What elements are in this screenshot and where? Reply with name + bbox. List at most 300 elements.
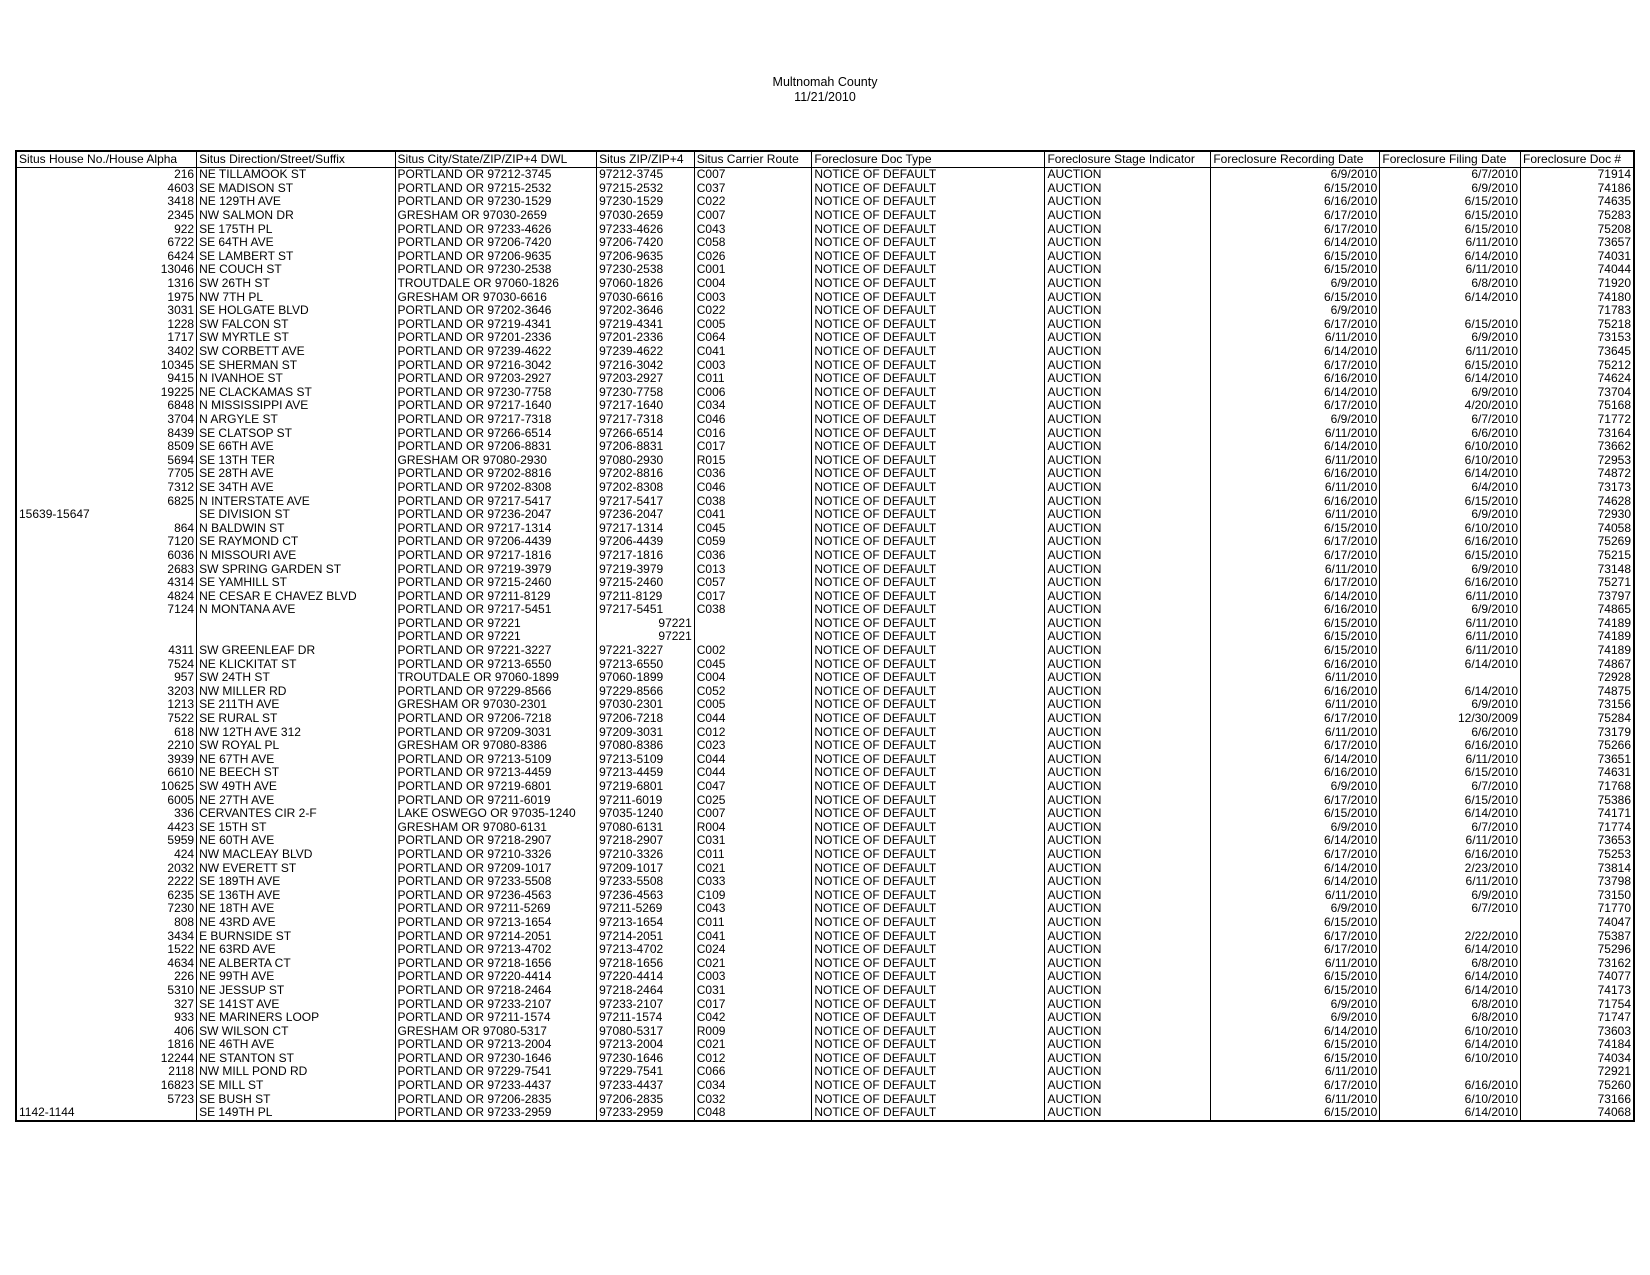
cell-recording-date: 6/14/2010 (1211, 753, 1380, 767)
cell-house-no: 4314 (16, 576, 197, 590)
cell-doc-number: 73662 (1521, 440, 1634, 454)
cell-carrier-route: C007 (694, 168, 812, 182)
cell-street: N MONTANA AVE (197, 603, 395, 617)
cell-recording-date: 6/15/2010 (1211, 1052, 1380, 1066)
cell-zip: 97221 (597, 617, 695, 631)
cell-zip: 97210-3326 (597, 848, 695, 862)
cell-stage: AUCTION (1045, 603, 1211, 617)
table-row (16, 807, 1634, 821)
cell-recording-date: 6/17/2010 (1211, 712, 1380, 726)
cell-doc-number: 71920 (1521, 277, 1634, 291)
cell-carrier-route (694, 630, 812, 644)
cell-house-no: 327 (16, 997, 197, 1011)
cell-house-no: 3418 (16, 195, 197, 209)
cell-filing-date (1380, 916, 1521, 930)
cell-doc-number: 73150 (1521, 888, 1634, 902)
cell-stage: AUCTION (1045, 277, 1211, 291)
cell-street: NE TILLAMOOK ST (197, 168, 395, 182)
cell-carrier-route: C017 (694, 440, 812, 454)
cell-carrier-route: C012 (694, 725, 812, 739)
cell-house-no: 2032 (16, 861, 197, 875)
table-row (16, 290, 1634, 304)
cell-doc-number: 75253 (1521, 848, 1634, 862)
cell-zip: 97233-2107 (597, 997, 695, 1011)
table-row (16, 195, 1634, 209)
cell-zip: 97211-8129 (597, 589, 695, 603)
cell-filing-date: 6/9/2010 (1380, 386, 1521, 400)
cell-house-no: 13046 (16, 263, 197, 277)
table-row (16, 494, 1634, 508)
cell-house-no: 3402 (16, 345, 197, 359)
cell-stage: AUCTION (1045, 916, 1211, 930)
report-date: 11/21/2010 (794, 90, 856, 104)
cell-stage: AUCTION (1045, 1106, 1211, 1121)
cell-filing-date: 6/11/2010 (1380, 753, 1521, 767)
table-row (16, 997, 1634, 1011)
cell-doc-type: NOTICE OF DEFAULT (812, 1011, 1045, 1025)
cell-house-no: 19225 (16, 386, 197, 400)
cell-recording-date: 6/14/2010 (1211, 386, 1380, 400)
cell-street: SE SHERMAN ST (197, 358, 395, 372)
cell-zip: 97236-4563 (597, 888, 695, 902)
cell-street: SE 64TH AVE (197, 236, 395, 250)
cell-house-no: 9415 (16, 372, 197, 386)
cell-city-state-zip: PORTLAND OR 97211-5269 (395, 902, 597, 916)
cell-city-state-zip: PORTLAND OR 97221 (395, 617, 597, 631)
table-row (16, 549, 1634, 563)
cell-carrier-route: C041 (694, 508, 812, 522)
cell-doc-number: 73645 (1521, 345, 1634, 359)
cell-house-no: 6825 (16, 494, 197, 508)
cell-doc-number: 75215 (1521, 549, 1634, 563)
cell-recording-date: 6/9/2010 (1211, 821, 1380, 835)
table-row (16, 848, 1634, 862)
table-row (16, 1024, 1634, 1038)
cell-carrier-route: C052 (694, 685, 812, 699)
cell-stage: AUCTION (1045, 304, 1211, 318)
cell-stage: AUCTION (1045, 467, 1211, 481)
cell-city-state-zip: PORTLAND OR 97230-7758 (395, 386, 597, 400)
table-row (16, 358, 1634, 372)
cell-doc-number: 71747 (1521, 1011, 1634, 1025)
cell-stage: AUCTION (1045, 236, 1211, 250)
cell-house-no: 4423 (16, 821, 197, 835)
cell-doc-number: 73814 (1521, 861, 1634, 875)
cell-doc-number: 75283 (1521, 209, 1634, 223)
cell-house-no: 4603 (16, 182, 197, 196)
table-row (16, 1011, 1634, 1025)
cell-zip: 97209-3031 (597, 725, 695, 739)
cell-doc-number: 75168 (1521, 399, 1634, 413)
cell-house-no: 6005 (16, 793, 197, 807)
cell-carrier-route: C007 (694, 209, 812, 223)
cell-stage: AUCTION (1045, 1011, 1211, 1025)
cell-street: NE 27TH AVE (197, 793, 395, 807)
cell-house-no: 922 (16, 222, 197, 236)
cell-city-state-zip: PORTLAND OR 97202-8816 (395, 467, 597, 481)
cell-recording-date: 6/15/2010 (1211, 290, 1380, 304)
cell-zip: 97217-5417 (597, 494, 695, 508)
column-header-filing-date: Foreclosure Filing Date (1380, 151, 1521, 168)
cell-zip: 97217-1640 (597, 399, 695, 413)
cell-doc-type: NOTICE OF DEFAULT (812, 453, 1045, 467)
cell-street: CERVANTES CIR 2-F (197, 807, 395, 821)
cell-house-no: 2118 (16, 1065, 197, 1079)
cell-doc-number: 73164 (1521, 426, 1634, 440)
cell-filing-date: 6/14/2010 (1380, 372, 1521, 386)
cell-house-no: 4311 (16, 644, 197, 658)
cell-street: NE 99TH AVE (197, 970, 395, 984)
cell-carrier-route: C001 (694, 263, 812, 277)
cell-carrier-route: C041 (694, 345, 812, 359)
cell-carrier-route: C024 (694, 943, 812, 957)
cell-recording-date: 6/9/2010 (1211, 277, 1380, 291)
cell-carrier-route: C064 (694, 331, 812, 345)
cell-street: NW 7TH PL (197, 290, 395, 304)
report-title: Multnomah County (772, 75, 878, 89)
table-row (16, 1052, 1634, 1066)
cell-house-no: 6610 (16, 766, 197, 780)
cell-filing-date (1380, 304, 1521, 318)
cell-stage: AUCTION (1045, 521, 1211, 535)
table-row (16, 209, 1634, 223)
table-row (16, 331, 1634, 345)
cell-recording-date: 6/11/2010 (1211, 1092, 1380, 1106)
cell-stage: AUCTION (1045, 562, 1211, 576)
cell-city-state-zip: GRESHAM OR 97030-6616 (395, 290, 597, 304)
cell-carrier-route: C043 (694, 902, 812, 916)
table-row (16, 780, 1634, 794)
table-row (16, 685, 1634, 699)
cell-doc-type: NOTICE OF DEFAULT (812, 766, 1045, 780)
cell-recording-date: 6/16/2010 (1211, 494, 1380, 508)
cell-zip: 97218-2907 (597, 834, 695, 848)
cell-street: NW SALMON DR (197, 209, 395, 223)
cell-city-state-zip: PORTLAND OR 97201-2336 (395, 331, 597, 345)
cell-street: SW FALCON ST (197, 318, 395, 332)
cell-filing-date: 6/7/2010 (1380, 168, 1521, 182)
cell-recording-date: 6/16/2010 (1211, 657, 1380, 671)
cell-zip: 97213-2004 (597, 1038, 695, 1052)
cell-stage: AUCTION (1045, 1065, 1211, 1079)
cell-recording-date: 6/15/2010 (1211, 250, 1380, 264)
cell-stage: AUCTION (1045, 576, 1211, 590)
cell-carrier-route: C038 (694, 603, 812, 617)
cell-house-no: 4824 (16, 589, 197, 603)
cell-doc-number: 74872 (1521, 467, 1634, 481)
cell-filing-date: 6/14/2010 (1380, 984, 1521, 998)
cell-doc-type: NOTICE OF DEFAULT (812, 535, 1045, 549)
cell-doc-type: NOTICE OF DEFAULT (812, 712, 1045, 726)
cell-doc-type: NOTICE OF DEFAULT (812, 848, 1045, 862)
cell-recording-date: 6/17/2010 (1211, 739, 1380, 753)
cell-recording-date: 6/17/2010 (1211, 1079, 1380, 1093)
cell-doc-number: 75266 (1521, 739, 1634, 753)
cell-zip: 97236-2047 (597, 508, 695, 522)
cell-recording-date: 6/11/2010 (1211, 481, 1380, 495)
cell-filing-date: 6/14/2010 (1380, 943, 1521, 957)
cell-street: NE 129TH AVE (197, 195, 395, 209)
cell-doc-type: NOTICE OF DEFAULT (812, 821, 1045, 835)
cell-recording-date: 6/14/2010 (1211, 1024, 1380, 1038)
cell-house-no: 3203 (16, 685, 197, 699)
cell-city-state-zip: PORTLAND OR 97221 (395, 630, 597, 644)
cell-city-state-zip: PORTLAND OR 97217-1816 (395, 549, 597, 563)
cell-zip: 97212-3745 (597, 168, 695, 182)
cell-city-state-zip: LAKE OSWEGO OR 97035-1240 (395, 807, 597, 821)
cell-stage: AUCTION (1045, 821, 1211, 835)
cell-house-no: 618 (16, 725, 197, 739)
cell-street: NE 67TH AVE (197, 753, 395, 767)
cell-city-state-zip: PORTLAND OR 97220-4414 (395, 970, 597, 984)
cell-doc-type: NOTICE OF DEFAULT (812, 807, 1045, 821)
cell-stage: AUCTION (1045, 535, 1211, 549)
column-header-street: Situs Direction/Street/Suffix (197, 151, 395, 168)
cell-doc-number: 74171 (1521, 807, 1634, 821)
cell-doc-type: NOTICE OF DEFAULT (812, 1106, 1045, 1121)
cell-carrier-route: R009 (694, 1024, 812, 1038)
cell-stage: AUCTION (1045, 1024, 1211, 1038)
cell-house-no: 1816 (16, 1038, 197, 1052)
table-row (16, 753, 1634, 767)
cell-zip: 97030-2301 (597, 698, 695, 712)
cell-zip: 97211-6019 (597, 793, 695, 807)
cell-recording-date: 6/11/2010 (1211, 725, 1380, 739)
cell-filing-date: 6/15/2010 (1380, 222, 1521, 236)
cell-city-state-zip: PORTLAND OR 97206-8831 (395, 440, 597, 454)
cell-street: NE 43RD AVE (197, 916, 395, 930)
cell-zip: 97217-1816 (597, 549, 695, 563)
cell-zip: 97213-1654 (597, 916, 695, 930)
cell-city-state-zip: GRESHAM OR 97030-2659 (395, 209, 597, 223)
cell-doc-number: 75260 (1521, 1079, 1634, 1093)
cell-doc-type: NOTICE OF DEFAULT (812, 739, 1045, 753)
cell-city-state-zip: PORTLAND OR 97213-4459 (395, 766, 597, 780)
cell-doc-number: 74189 (1521, 630, 1634, 644)
cell-street: SW GREENLEAF DR (197, 644, 395, 658)
cell-house-no: 10345 (16, 358, 197, 372)
cell-street: SW SPRING GARDEN ST (197, 562, 395, 576)
cell-zip: 97233-2959 (597, 1106, 695, 1121)
cell-street: NE 63RD AVE (197, 943, 395, 957)
cell-filing-date: 6/11/2010 (1380, 644, 1521, 658)
cell-city-state-zip: PORTLAND OR 97202-8308 (395, 481, 597, 495)
cell-doc-number: 73657 (1521, 236, 1634, 250)
cell-recording-date: 6/11/2010 (1211, 453, 1380, 467)
cell-recording-date: 6/9/2010 (1211, 997, 1380, 1011)
cell-recording-date: 6/15/2010 (1211, 807, 1380, 821)
cell-filing-date: 6/10/2010 (1380, 521, 1521, 535)
cell-zip: 97230-2538 (597, 263, 695, 277)
cell-doc-number: 73166 (1521, 1092, 1634, 1106)
cell-carrier-route: C003 (694, 290, 812, 304)
cell-stage: AUCTION (1045, 997, 1211, 1011)
cell-doc-type: NOTICE OF DEFAULT (812, 617, 1045, 631)
cell-city-state-zip: PORTLAND OR 97211-6019 (395, 793, 597, 807)
cell-doc-type: NOTICE OF DEFAULT (812, 521, 1045, 535)
cell-filing-date: 6/14/2010 (1380, 657, 1521, 671)
cell-doc-number: 74867 (1521, 657, 1634, 671)
cell-zip: 97217-1314 (597, 521, 695, 535)
cell-recording-date: 6/15/2010 (1211, 263, 1380, 277)
cell-recording-date: 6/9/2010 (1211, 780, 1380, 794)
cell-house-no: 2683 (16, 562, 197, 576)
cell-street (197, 617, 395, 631)
cell-street: N ARGYLE ST (197, 413, 395, 427)
cell-doc-type: NOTICE OF DEFAULT (812, 576, 1045, 590)
cell-filing-date (1380, 1065, 1521, 1079)
cell-doc-number: 74624 (1521, 372, 1634, 386)
cell-zip: 97219-3979 (597, 562, 695, 576)
cell-carrier-route: C034 (694, 1079, 812, 1093)
table-row (16, 888, 1634, 902)
cell-stage: AUCTION (1045, 222, 1211, 236)
table-row (16, 576, 1634, 590)
cell-carrier-route: R015 (694, 453, 812, 467)
cell-doc-type: NOTICE OF DEFAULT (812, 902, 1045, 916)
cell-city-state-zip: PORTLAND OR 97206-7420 (395, 236, 597, 250)
cell-carrier-route: C036 (694, 549, 812, 563)
cell-doc-type: NOTICE OF DEFAULT (812, 1092, 1045, 1106)
table-row (16, 1092, 1634, 1106)
cell-filing-date: 6/10/2010 (1380, 1024, 1521, 1038)
cell-house-no: 5959 (16, 834, 197, 848)
cell-doc-number: 74628 (1521, 494, 1634, 508)
cell-city-state-zip: PORTLAND OR 97212-3745 (395, 168, 597, 182)
cell-doc-number: 73797 (1521, 589, 1634, 603)
cell-stage: AUCTION (1045, 386, 1211, 400)
cell-doc-type: NOTICE OF DEFAULT (812, 997, 1045, 1011)
table-body (16, 168, 1634, 1121)
cell-carrier-route: C041 (694, 929, 812, 943)
cell-stage: AUCTION (1045, 453, 1211, 467)
cell-stage: AUCTION (1045, 698, 1211, 712)
cell-stage: AUCTION (1045, 1079, 1211, 1093)
cell-street: SE CLATSOP ST (197, 426, 395, 440)
cell-stage: AUCTION (1045, 617, 1211, 631)
cell-filing-date: 6/14/2010 (1380, 807, 1521, 821)
cell-doc-type: NOTICE OF DEFAULT (812, 386, 1045, 400)
cell-city-state-zip: PORTLAND OR 97219-4341 (395, 318, 597, 332)
cell-stage: AUCTION (1045, 685, 1211, 699)
cell-stage: AUCTION (1045, 589, 1211, 603)
cell-carrier-route: C066 (694, 1065, 812, 1079)
cell-carrier-route: C031 (694, 984, 812, 998)
cell-doc-type: NOTICE OF DEFAULT (812, 277, 1045, 291)
cell-doc-type: NOTICE OF DEFAULT (812, 413, 1045, 427)
table-row (16, 263, 1634, 277)
table-row (16, 521, 1634, 535)
cell-zip: 97030-6616 (597, 290, 695, 304)
cell-recording-date: 6/9/2010 (1211, 304, 1380, 318)
cell-stage: AUCTION (1045, 413, 1211, 427)
table-row (16, 304, 1634, 318)
header-row (16, 151, 1634, 168)
cell-city-state-zip: PORTLAND OR 97209-1017 (395, 861, 597, 875)
cell-filing-date: 6/16/2010 (1380, 739, 1521, 753)
cell-zip: 97230-1646 (597, 1052, 695, 1066)
cell-city-state-zip: PORTLAND OR 97214-2051 (395, 929, 597, 943)
cell-doc-type: NOTICE OF DEFAULT (812, 861, 1045, 875)
table-row (16, 657, 1634, 671)
cell-recording-date: 6/16/2010 (1211, 603, 1380, 617)
cell-carrier-route: C059 (694, 535, 812, 549)
cell-filing-date: 6/6/2010 (1380, 725, 1521, 739)
cell-doc-type: NOTICE OF DEFAULT (812, 481, 1045, 495)
cell-city-state-zip: PORTLAND OR 97218-2464 (395, 984, 597, 998)
cell-stage: AUCTION (1045, 345, 1211, 359)
cell-doc-type: NOTICE OF DEFAULT (812, 562, 1045, 576)
cell-house-no: 1975 (16, 290, 197, 304)
cell-doc-type: NOTICE OF DEFAULT (812, 1024, 1045, 1038)
cell-stage: AUCTION (1045, 644, 1211, 658)
cell-city-state-zip: PORTLAND OR 97219-6801 (395, 780, 597, 794)
cell-street: NW MILLER RD (197, 685, 395, 699)
cell-recording-date: 6/11/2010 (1211, 698, 1380, 712)
table-row (16, 318, 1634, 332)
cell-zip: 97211-1574 (597, 1011, 695, 1025)
cell-doc-type: NOTICE OF DEFAULT (812, 956, 1045, 970)
table-row (16, 467, 1634, 481)
cell-zip: 97203-2927 (597, 372, 695, 386)
table-row (16, 426, 1634, 440)
cell-zip: 97211-5269 (597, 902, 695, 916)
cell-recording-date: 6/17/2010 (1211, 848, 1380, 862)
cell-city-state-zip: PORTLAND OR 97206-7218 (395, 712, 597, 726)
column-header-stage: Foreclosure Stage Indicator (1045, 151, 1211, 168)
cell-house-no: 216 (16, 168, 197, 182)
cell-zip: 97060-1899 (597, 671, 695, 685)
cell-filing-date: 6/16/2010 (1380, 576, 1521, 590)
cell-zip: 97233-4626 (597, 222, 695, 236)
cell-house-no: 226 (16, 970, 197, 984)
cell-doc-number: 71914 (1521, 168, 1634, 182)
cell-recording-date: 6/16/2010 (1211, 766, 1380, 780)
cell-zip: 97202-3646 (597, 304, 695, 318)
cell-city-state-zip: GRESHAM OR 97080-5317 (395, 1024, 597, 1038)
cell-house-no: 7524 (16, 657, 197, 671)
cell-doc-type: NOTICE OF DEFAULT (812, 195, 1045, 209)
cell-carrier-route: C022 (694, 195, 812, 209)
cell-street: SE LAMBERT ST (197, 250, 395, 264)
cell-street: SE RURAL ST (197, 712, 395, 726)
cell-carrier-route: C017 (694, 589, 812, 603)
cell-doc-number: 75387 (1521, 929, 1634, 943)
cell-doc-type: NOTICE OF DEFAULT (812, 970, 1045, 984)
table-row (16, 1038, 1634, 1052)
cell-recording-date: 6/17/2010 (1211, 318, 1380, 332)
cell-doc-type: NOTICE OF DEFAULT (812, 494, 1045, 508)
cell-carrier-route: C044 (694, 753, 812, 767)
cell-doc-number: 71754 (1521, 997, 1634, 1011)
cell-doc-number: 71772 (1521, 413, 1634, 427)
table-row (16, 508, 1634, 522)
cell-filing-date: 6/14/2010 (1380, 467, 1521, 481)
cell-stage: AUCTION (1045, 657, 1211, 671)
cell-doc-type: NOTICE OF DEFAULT (812, 290, 1045, 304)
cell-zip: 97215-2460 (597, 576, 695, 590)
cell-doc-number: 74186 (1521, 182, 1634, 196)
cell-stage: AUCTION (1045, 739, 1211, 753)
cell-house-no: 3704 (16, 413, 197, 427)
cell-filing-date: 6/10/2010 (1380, 440, 1521, 454)
cell-street: SE BUSH ST (197, 1092, 395, 1106)
cell-doc-type: NOTICE OF DEFAULT (812, 698, 1045, 712)
column-header-zip: Situs ZIP/ZIP+4 (597, 151, 695, 168)
cell-city-state-zip: PORTLAND OR 97217-5451 (395, 603, 597, 617)
cell-filing-date: 6/7/2010 (1380, 413, 1521, 427)
cell-house-no: 6848 (16, 399, 197, 413)
